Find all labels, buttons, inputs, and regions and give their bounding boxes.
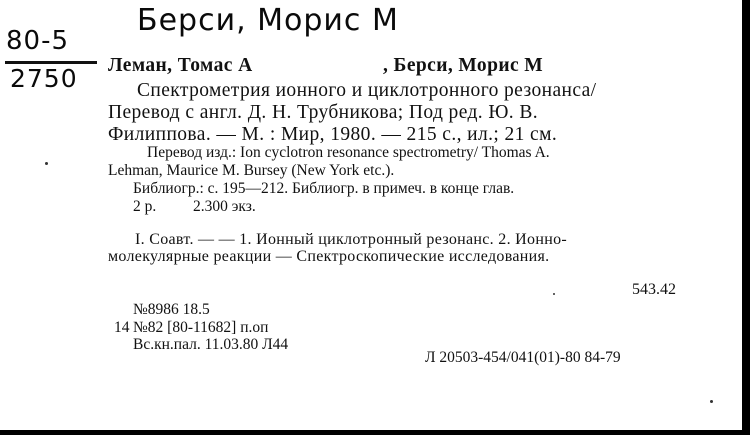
order-prefix: 14 xyxy=(114,319,130,336)
registration-number: №8986 18.5 xyxy=(133,301,210,318)
coauthor-heading: , Берси, Морис М xyxy=(383,55,544,76)
title-line-3: Филиппова. — М. : Мир, 1980. — 215 с., ил.; 21 см. xyxy=(108,124,558,145)
book-chamber-stamp: Вс.кн.пал. 11.03.80 Л44 xyxy=(133,336,289,353)
scan-speck xyxy=(45,162,48,165)
order-number: №82 [80-11682] п.оп xyxy=(133,319,269,336)
bibliography-note: Библиогр.: с. 195—212. Библиогр. в примеч. в конце глав. xyxy=(133,180,515,197)
index-line: Л 20503-454/041(01)-80 84-79 xyxy=(425,349,621,366)
copies: 2.300 экз. xyxy=(193,198,256,215)
handwritten-name: Берси, Морис М xyxy=(137,3,399,38)
price: 2 р. xyxy=(133,198,157,215)
subject-line-2: молекулярные реакции — Спектроскопические исследования. xyxy=(108,248,550,265)
call-number-bottom: 2750 xyxy=(10,64,78,93)
author-heading: Леман, Томас А xyxy=(108,55,253,76)
original-title-line-2: Lehman, Maurice M. Bursey (New York etc.). xyxy=(108,162,395,179)
original-title-line-1: Перевод изд.: Ion cyclotron resonance spectrometry/ Thomas A. xyxy=(147,144,550,161)
subject-line-1: I. Соавт. — — 1. Ионный циклотронный резонанс. 2. Ионно- xyxy=(135,231,567,248)
title-line-2: Перевод с англ. Д. Н. Трубникова; Под ред. Ю. В. xyxy=(108,102,539,123)
title-line-1: Спектрометрия ионного и циклотронного резонанса/ xyxy=(137,80,597,101)
classification-number: 543.42 xyxy=(632,281,676,298)
call-number-top: 80-5 xyxy=(6,26,70,56)
scan-speck xyxy=(710,400,713,403)
scan-speck xyxy=(553,293,555,295)
